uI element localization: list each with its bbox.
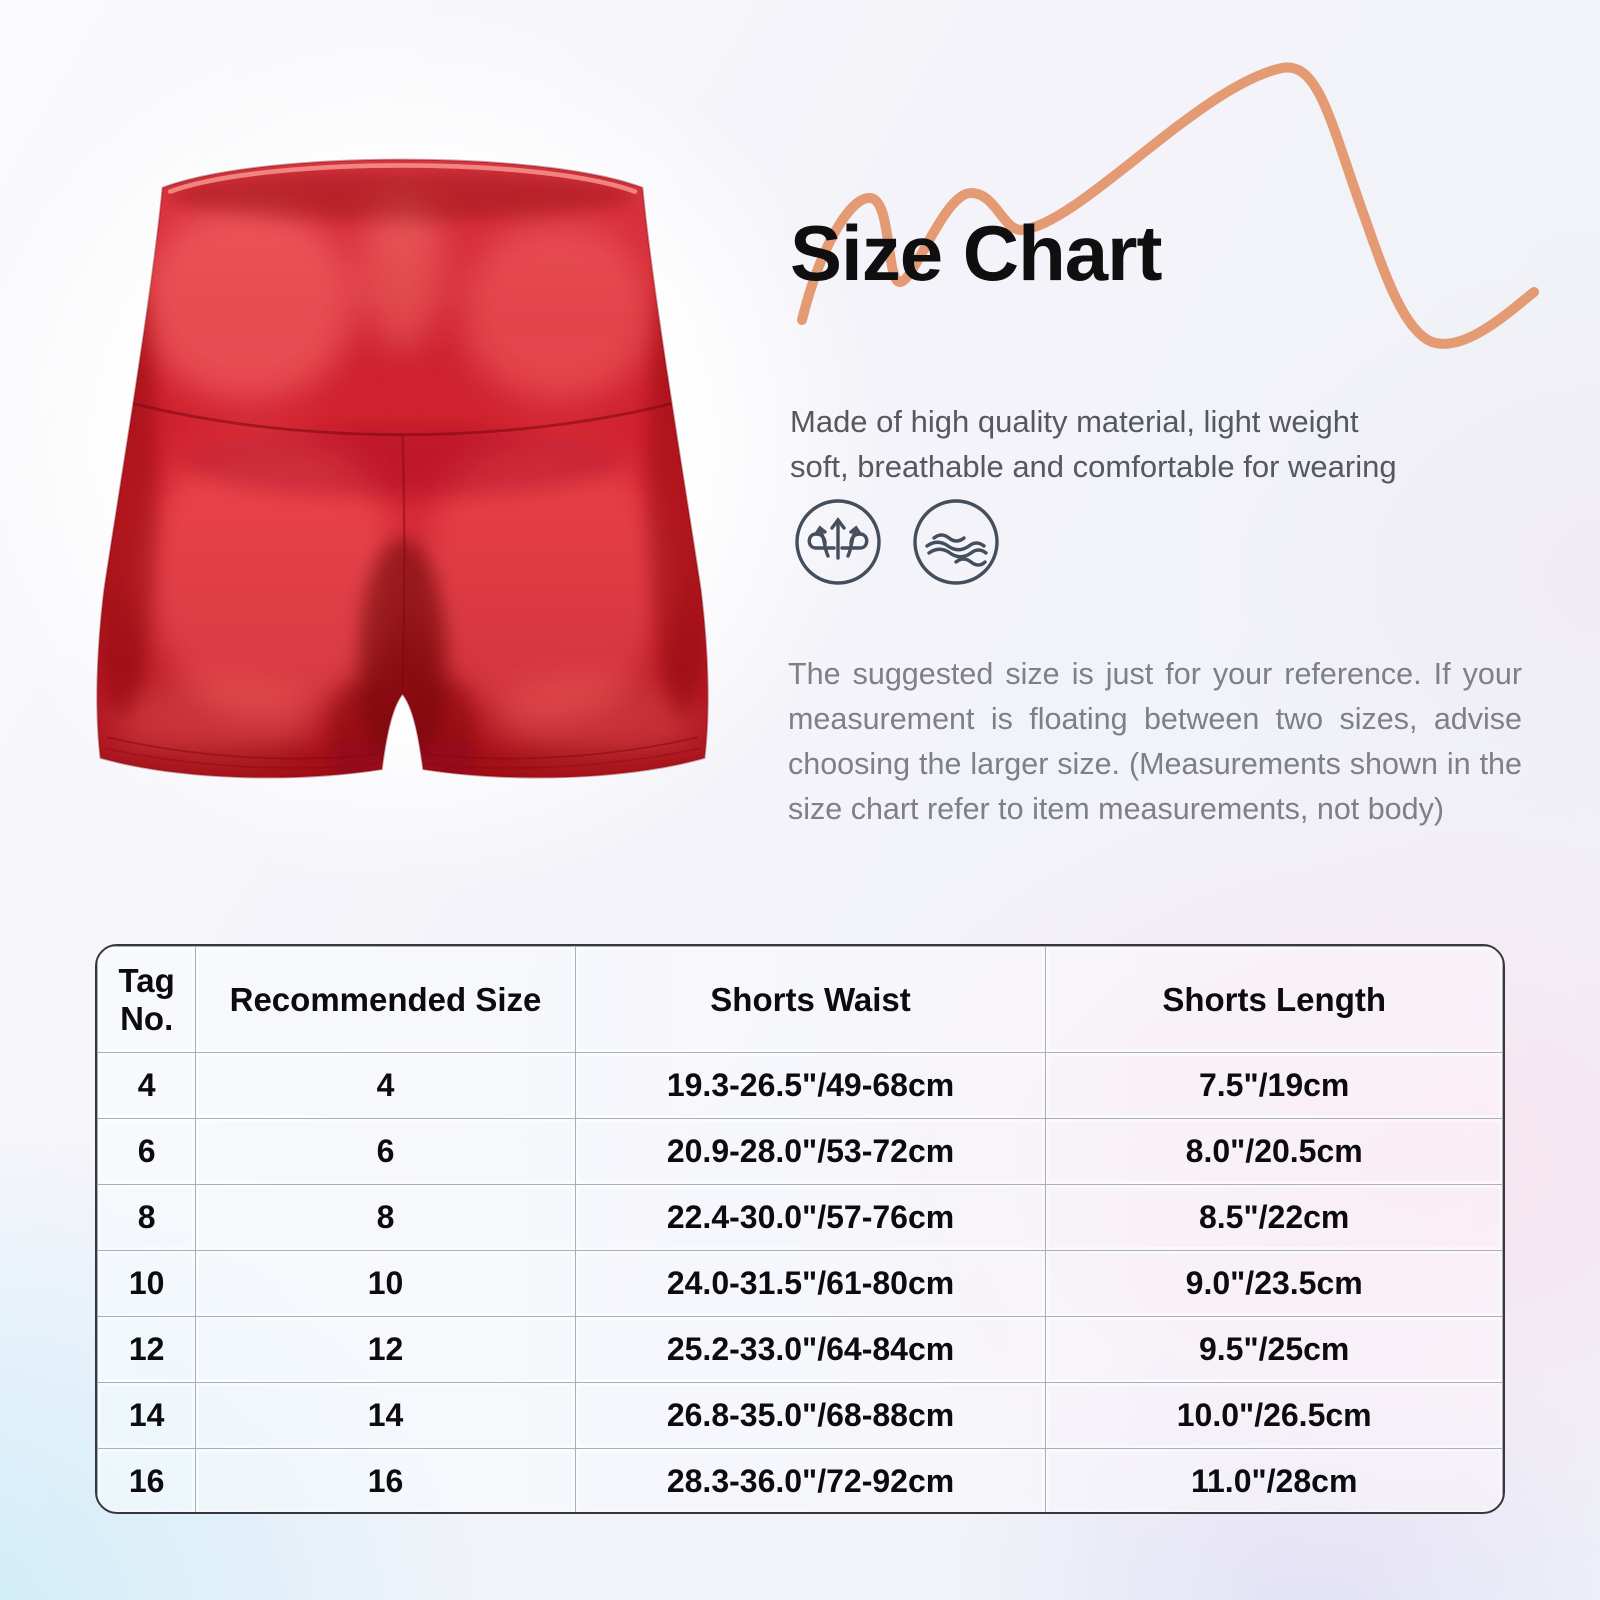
col-header-shorts-length: Shorts Length xyxy=(1046,947,1503,1053)
breathable-icon xyxy=(910,496,1002,588)
cell-tag: 10 xyxy=(98,1251,196,1317)
cell-tag: 14 xyxy=(98,1383,196,1449)
cell-size: 6 xyxy=(196,1119,575,1185)
cell-length: 7.5"/19cm xyxy=(1046,1053,1503,1119)
cell-size: 16 xyxy=(196,1449,575,1515)
description-line-1: Made of high quality material, light weight xyxy=(790,404,1359,439)
table-row xyxy=(98,1053,1503,1119)
size-table xyxy=(95,944,1505,1514)
cell-length: 9.5"/25cm xyxy=(1046,1317,1503,1383)
cell-waist: 28.3-36.0"/72-92cm xyxy=(575,1449,1046,1515)
table-row xyxy=(98,1317,1503,1383)
stretch-icon xyxy=(792,496,884,588)
cell-size: 4 xyxy=(196,1053,575,1119)
cell-waist: 24.0-31.5"/61-80cm xyxy=(575,1251,1046,1317)
cell-size: 12 xyxy=(196,1317,575,1383)
table-row xyxy=(98,1383,1503,1449)
table-header-row xyxy=(98,947,1503,1053)
page-title: Size Chart xyxy=(790,209,1162,297)
cell-tag: 16 xyxy=(98,1449,196,1515)
product-description xyxy=(790,399,1397,489)
cell-tag: 12 xyxy=(98,1317,196,1383)
cell-waist: 22.4-30.0"/57-76cm xyxy=(575,1185,1046,1251)
description-line-2: soft, breathable and comfortable for wearing xyxy=(790,449,1397,484)
table-row xyxy=(98,1119,1503,1185)
cell-length: 11.0"/28cm xyxy=(1046,1449,1503,1515)
table-row xyxy=(98,1449,1503,1515)
cell-length: 8.5"/22cm xyxy=(1046,1185,1503,1251)
col-header-tag-no: Tag No. xyxy=(98,947,196,1053)
table-row xyxy=(98,1185,1503,1251)
cell-length: 9.0"/23.5cm xyxy=(1046,1251,1503,1317)
feature-icons xyxy=(792,496,1002,588)
sizing-note: The suggested size is just for your reference. If your measurement is floating between two sizes, advise choosing the larger size. (Measurements shown in the size chart refer to item measurements, not body) xyxy=(788,657,1522,826)
cell-tag: 8 xyxy=(98,1185,196,1251)
cell-length: 8.0"/20.5cm xyxy=(1046,1119,1503,1185)
cell-size: 14 xyxy=(196,1383,575,1449)
cell-size: 8 xyxy=(196,1185,575,1251)
cell-waist: 25.2-33.0"/64-84cm xyxy=(575,1317,1046,1383)
cell-waist: 20.9-28.0"/53-72cm xyxy=(575,1119,1046,1185)
cell-length: 10.0"/26.5cm xyxy=(1046,1383,1503,1449)
table-row xyxy=(98,1251,1503,1317)
product-photo-shorts xyxy=(55,105,750,820)
cell-tag: 6 xyxy=(98,1119,196,1185)
col-header-recommended-size: Recommended Size xyxy=(196,947,575,1053)
cell-tag: 4 xyxy=(98,1053,196,1119)
cell-waist: 19.3-26.5"/49-68cm xyxy=(575,1053,1046,1119)
cell-waist: 26.8-35.0"/68-88cm xyxy=(575,1383,1046,1449)
cell-size: 10 xyxy=(196,1251,575,1317)
col-header-shorts-waist: Shorts Waist xyxy=(575,947,1046,1053)
